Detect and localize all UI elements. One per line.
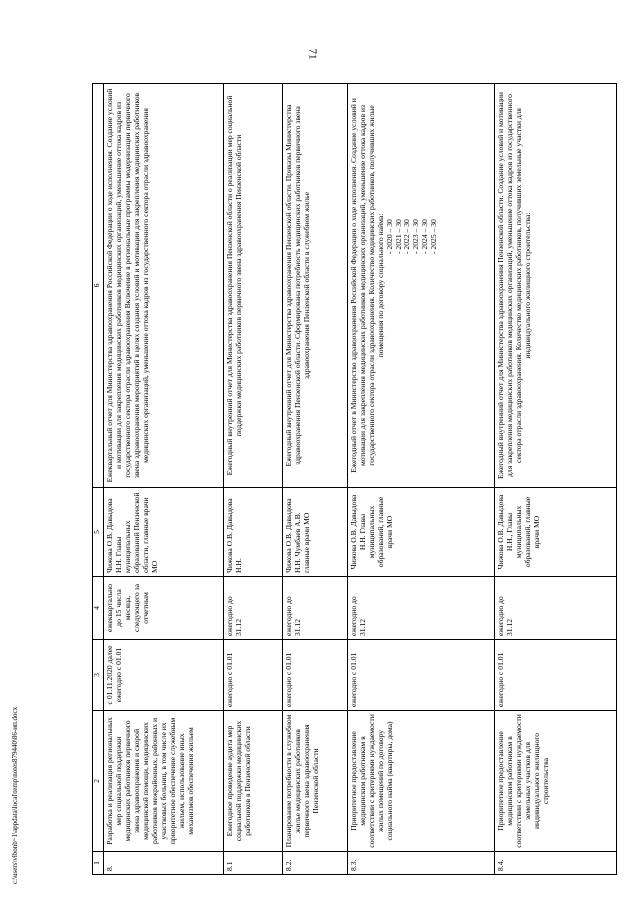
- list-item: - 2025 – 30: [429, 219, 439, 254]
- result: Ежеквартальный отчет для Министерства здравоохранения Российской Федерации о ходе исполнения. Создание условий и мотивации для закрепления медицинских работников медицинских организаций, уменьшение оттока кадров из государственного сектора отрасли здравоохранения Включение в региональные программы модернизации первичного звена здравоохранения мероприятий в целях создания условий и мотивации для закрепления медицинских работников медицинских организаций, уменьшение оттока кадров из государственного сектора отрасли здравоохранения: [104, 84, 224, 488]
- end-date: ежегодно до 31.12: [495, 577, 617, 640]
- list-item: - 2022 – 30: [402, 219, 412, 254]
- list-item: - 2021 – 30: [393, 219, 403, 254]
- start-date: ежегодно с 01.01: [223, 640, 282, 711]
- year-list: [386, 87, 440, 484]
- start-date: ежегодно с 01.01: [282, 640, 347, 711]
- start-date: с 01.11.2020 далее ежегодно с 01.01: [104, 640, 224, 711]
- end-date: ежегодно до 31.12: [282, 577, 347, 640]
- row-number: 8.2.: [282, 852, 347, 875]
- col-header-3: 3: [93, 640, 104, 711]
- header-row: [93, 84, 104, 875]
- responsible: Чижова О.В. Давыдова Н.Н. Чумбаев А.В. главные врачи МО: [282, 488, 347, 577]
- responsible: Чижова О.В. Давыдова Н.Н. Главы муниципальных образований Пензенской области, главные врачи МО: [104, 488, 224, 577]
- table-row: [347, 84, 494, 875]
- col-header-2: 2: [93, 711, 104, 852]
- start-date: ежегодно с 01.01: [347, 640, 494, 711]
- measure-title: Разработка и реализация региональных мер социальной поддержки медицинских работников первичного звена здравоохранения и скорой медицинской помощи, медицинских работников межрайонных, районных и участковых больниц, в том числе их приоритетное обеспечение служебным жильем, использование иных механизмов обеспечения жильем: [104, 711, 224, 852]
- row-number: 8.4.: [495, 852, 617, 875]
- end-date: ежегодно до 31.12: [347, 577, 494, 640]
- table-row: [495, 84, 617, 875]
- list-item: - 2023 – 30: [411, 219, 421, 254]
- col-header-4: 4: [93, 577, 104, 640]
- measure-title: Ежегодное проведение аудита мер социальной поддержки медицинских работников в Пензенской области: [223, 711, 282, 852]
- row-number: 8.1: [223, 852, 282, 875]
- measure-title: Приоритетное предоставление медицинским работникам в соответствии с критериями нуждаемости земельных участков для индивидуального жилищного строительства: [495, 711, 617, 852]
- measures-table: [92, 83, 617, 875]
- result: Ежегодный отчет в Министерство здравоохранения Российской Федерации о ходе исполнения. Создание условий и мотивации для закрепления медицинских работников медицинских организаций, уменьшение оттока кадров из государственного сектора отрасли здравоохранения. Количество медицинских работников, получивших жилые помещения по договору социального найма:: [348, 98, 385, 473]
- footer-file-path: c:\users\vlbonb~1\appdata\local\temp\notes879440\86-ип.docx: [11, 706, 19, 884]
- row-number: 8.: [104, 852, 224, 875]
- result: Ежегодный внутренний отчет для Министерства здравоохранения Пензенской области. Приказы Министерства здравоохранения Пензенской области. Сформирована потребность медицинских работников первичного звена здравоохранения Пензенской области в служебном жилье: [282, 84, 347, 488]
- responsible: Чижова О.В. Давыдова Н.Н., Главы муниципальных образований, главные врачи МО: [495, 488, 617, 577]
- end-date: ежеквартально до 15 числа месяца, следующего за отчетным: [104, 577, 224, 640]
- page-number: 71: [306, 48, 319, 60]
- responsible: Чижова О.В. Давыдова Н.Н. Главы муниципальных образований, главные врачи МО: [347, 488, 494, 577]
- col-header-1: 1: [93, 852, 104, 875]
- responsible: Чижова О.В. Давыдова Н.Н.: [223, 488, 282, 577]
- rotated-table-container: [92, 90, 617, 875]
- list-item: - 2024 – 30: [420, 219, 430, 254]
- table-row: [104, 84, 224, 875]
- result: Ежегодный внутренний отчет для Министерства здравоохранения Пензенской области о реализации мер социальной поддержки медицинских работников первичного звена здравоохранения Пензенской области: [223, 84, 282, 488]
- list-item: - 2020 – 30: [384, 219, 394, 254]
- measure-title: Приоритетное предоставление медицинским работникам в соответствии с критериями нуждаемости жилых помещений по договору социального найма (квартиры, дома): [347, 711, 494, 852]
- col-header-5: 5: [93, 488, 104, 577]
- start-date: ежегодно с 01.01: [495, 640, 617, 711]
- end-date: ежегодно до 31.12: [223, 577, 282, 640]
- result-cell: [347, 84, 494, 488]
- table-row: [223, 84, 282, 875]
- row-number: 8.3.: [347, 852, 494, 875]
- measure-title: Планирование потребности в служебном жилье медицинских работников первичного звена здравоохранения Пензенской области: [282, 711, 347, 852]
- col-header-6: 6: [93, 84, 104, 488]
- table-row: [282, 84, 347, 875]
- result: Ежегодный внутренний отчет для Министерства здравоохранения Пензенской области. Создание условий и мотивации для закрепления медицинских работников медицинских организаций, уменьшение оттока кадров из государственного сектора отрасли здравоохранения. Количество медицинских работников, получивших земельные участки для индивидуального жилищного строительства:: [495, 84, 617, 488]
